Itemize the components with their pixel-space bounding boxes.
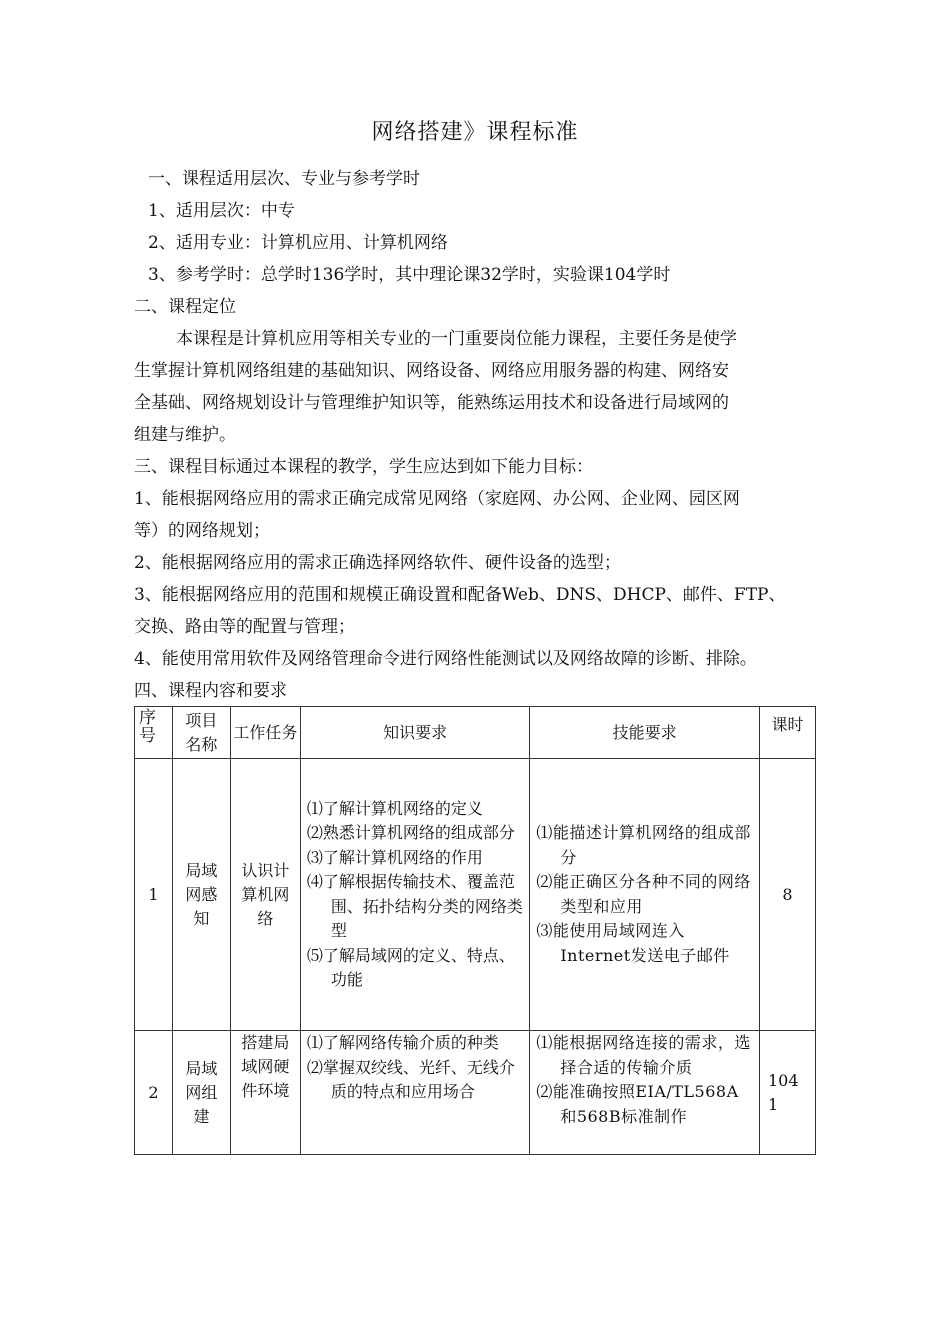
row-project: 局域网组建 — [172, 1031, 230, 1155]
row-num: 2 — [135, 1031, 173, 1155]
skill-item: ⑴能根据网络连接的需求，选择合适的传输介质 — [536, 1033, 751, 1077]
skill-item: ⑶能使用局域网连入Internet发送电子邮件 — [536, 921, 730, 965]
section1-item: 2、适用专业：计算机应用、计算机网络 — [148, 233, 448, 253]
header-knowledge: 知识要求 — [300, 707, 529, 759]
row-knowledge — [300, 1031, 529, 1155]
goal-line: 2、能根据网络应用的需求正确选择网络软件、硬件设备的选型； — [134, 553, 621, 573]
row-project: 局域网感知 — [172, 759, 230, 1031]
section2-para-line: 全基础、网络规划设计与管理维护知识等，能熟练运用技术和设备进行局域网的 — [134, 393, 729, 413]
goal-line: 等）的网络规划； — [134, 521, 270, 541]
section3-heading: 三、课程目标通过本课程的教学，学生应达到如下能力目标： — [134, 457, 593, 477]
section2-heading: 二、课程定位 — [134, 297, 236, 317]
row-hours: 8 — [760, 759, 816, 1031]
knowledge-item: ⑴了解网络传输介质的种类 — [306, 1033, 499, 1052]
knowledge-item: ⑵掌握双绞线、光纤、无线介质的特点和应用场合 — [306, 1057, 515, 1101]
section1-item: 1、适用层次：中专 — [148, 201, 295, 221]
goal-line: 3、能根据网络应用的范围和规模正确设置和配备Web、DNS、DHCP、邮件、FTP、 — [134, 585, 786, 605]
header-hours: 课时 — [760, 707, 816, 759]
header-task: 工作任务 — [230, 707, 300, 759]
knowledge-item: ⑵熟悉计算机网络的组成部分 — [306, 823, 515, 842]
goal-line: 1、能根据网络应用的需求正确完成常见网络（家庭网、办公网、企业网、园区网 — [134, 489, 740, 509]
header-skills: 技能要求 — [530, 707, 760, 759]
document-title: 网络搭建》课程标准 — [371, 120, 579, 145]
header-num: 序号 — [135, 707, 173, 759]
row-task: 搭建局域网硬件环境 — [230, 1031, 300, 1155]
section1-heading: 一、课程适用层次、专业与参考学时 — [148, 169, 420, 189]
goal-line: 交换、路由等的配置与管理； — [134, 617, 355, 637]
table-row — [135, 1031, 816, 1155]
section2-para-line: 组建与维护。 — [134, 425, 236, 445]
row-task: 认识计算机网络 — [230, 759, 300, 1031]
row-hours: 104 1 — [760, 1031, 816, 1155]
course-content-table — [134, 706, 816, 1155]
table-header-row — [135, 707, 816, 759]
skill-item: ⑴能描述计算机网络的组成部分 — [536, 823, 751, 867]
skill-item: ⑵能正确区分各种不同的网络类型和应用 — [536, 872, 751, 916]
row-num: 1 — [135, 759, 173, 1031]
row-skills — [530, 1031, 760, 1155]
skill-item: ⑵能准确按照EIA/TL568A和568B标准制作 — [536, 1082, 739, 1126]
section4-heading: 四、课程内容和要求 — [134, 681, 287, 701]
knowledge-item: ⑴了解计算机网络的定义 — [306, 798, 483, 818]
knowledge-item: ⑷了解根据传输技术、覆盖范围、拓扑结构分类的网络类型 — [306, 872, 523, 940]
table-row — [135, 759, 816, 1031]
row-skills — [530, 759, 760, 1031]
knowledge-item: ⑶了解计算机网络的作用 — [306, 847, 483, 867]
goal-line: 4、能使用常用软件及网络管理命令进行网络性能测试以及网络故障的诊断、排除。 — [134, 649, 757, 669]
section1-item: 3、参考学时：总学时136学时，其中理论课32学时，实验课104学时 — [148, 265, 671, 285]
section2-para-line: 本课程是计算机应用等相关专业的一门重要岗位能力课程，主要任务是使学 — [176, 329, 737, 349]
section2-para-line: 生掌握计算机网络组建的基础知识、网络设备、网络应用服务器的构建、网络安 — [134, 361, 729, 381]
header-project: 项目名称 — [172, 707, 230, 759]
knowledge-item: ⑸了解局域网的定义、特点、功能 — [306, 945, 515, 989]
row-knowledge — [300, 759, 529, 1031]
